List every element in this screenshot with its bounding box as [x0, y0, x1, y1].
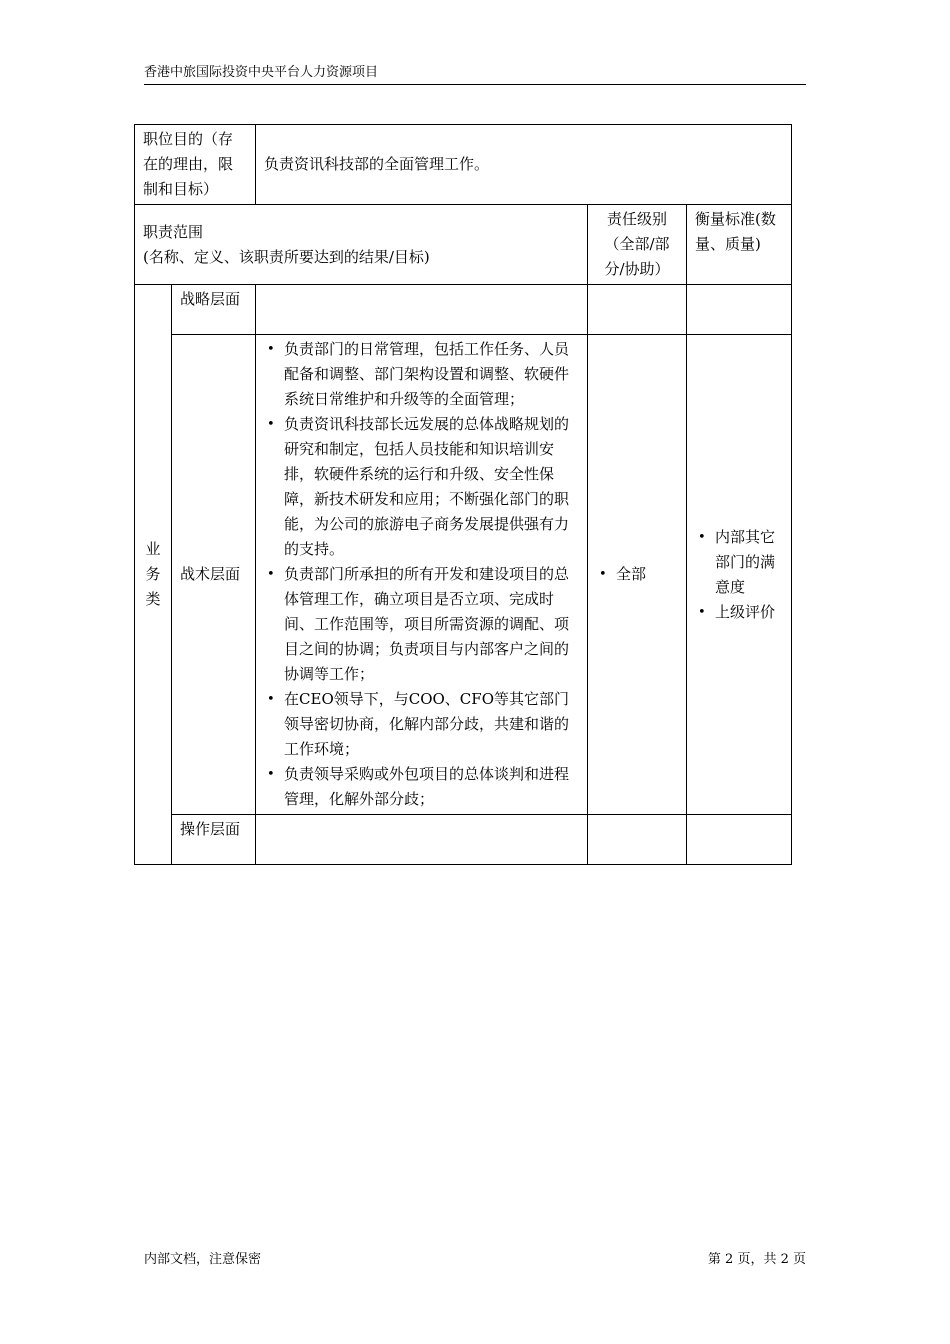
duty-item: • 负责资讯科技部长远发展的总体战略规划的研究和制定，包括人员技能和知识培训安排，软硬件系统的运行和升级、安全性保障，新技术研发和应用；不断强化部门的职能，为公司的旅游电子商务发展提供强有力的支持。	[264, 412, 579, 562]
duty-item: • 负责领导采购或外包项目的总体谈判和进程管理，化解外部分歧；	[264, 762, 579, 812]
footer-page-number: 第 2 页，共 2 页	[707, 1252, 806, 1267]
level-item: • 全部	[596, 562, 678, 587]
duty-item: • 在CEO领导下，与COO、CFO等其它部门领导密切协商，化解内部分歧，共建和谐的工作环境；	[264, 687, 579, 762]
operational-label: 操作层面	[172, 815, 256, 865]
page-header: 香港中旅国际投资中央平台人力资源项目	[144, 64, 806, 85]
strategic-duties	[256, 285, 588, 335]
operational-measure	[687, 815, 792, 865]
category-cell: 业务类	[135, 285, 172, 865]
footer-confidential: 内部文档，注意保密	[144, 1252, 262, 1267]
duty-item: • 负责部门所承担的所有开发和建设项目的总体管理工作，确立项目是否立项、完成时间、工作范围等，项目所需资源的调配、项目之间的协调；负责项目与内部客户之间的协调等工作；	[264, 562, 579, 687]
measure-item: • 上级评价	[695, 600, 783, 625]
tactical-duties	[256, 335, 588, 815]
measure-header: 衡量标准(数量、质量)	[687, 205, 792, 285]
strategic-label: 战略层面	[172, 285, 256, 335]
strategic-measure	[687, 285, 792, 335]
scope-header	[135, 205, 588, 285]
duty-item: • 负责部门的日常管理，包括工作任务、人员配备和调整、部门架构设置和调整、软硬件系统日常维护和升级等的全面管理；	[264, 337, 579, 412]
scope-subtitle: (名称、定义、该职责所要达到的结果/目标)	[143, 247, 430, 266]
measure-item: • 内部其它部门的满意度	[695, 525, 783, 600]
scope-title: 职责范围	[143, 222, 204, 241]
strategic-level	[588, 285, 687, 335]
operational-level	[588, 815, 687, 865]
purpose-label: 职位目的（存在的理由，限制和目标）	[135, 125, 256, 205]
tactical-level	[588, 335, 687, 815]
operational-duties	[256, 815, 588, 865]
purpose-text: 负责资讯科技部的全面管理工作。	[256, 125, 792, 205]
tactical-label: 战术层面	[172, 335, 256, 815]
job-description-table	[134, 124, 792, 865]
level-header: 责任级别（全部/部分/协助）	[588, 205, 687, 285]
tactical-measures	[687, 335, 792, 815]
